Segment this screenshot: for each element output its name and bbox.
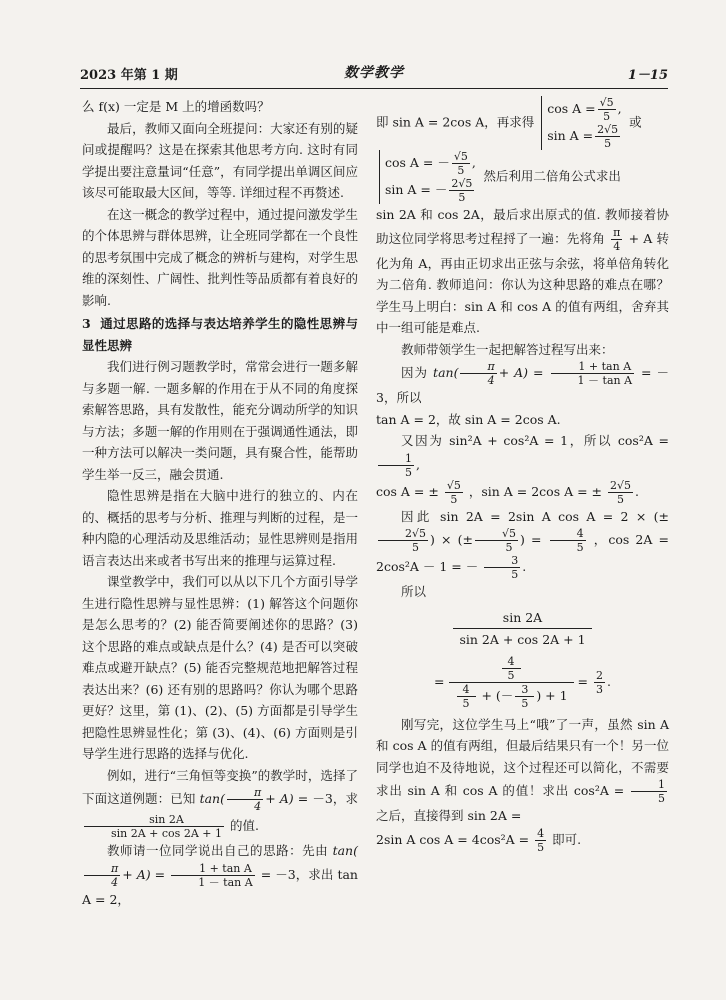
paragraph: 因为 tan( $\frac{\pi}{4}$ + A) = $\frac{\text{1 + tan A}}{\text{1 － tan A}}$ = －3，所以 xyxy=(376,360,669,405)
section-title: 通过思路的选择与表达培养学生的隐性思辨与显性思辨 xyxy=(82,316,358,353)
paragraph: 因此 sin 2A = 2sin A cos A = 2 × (± $\frac{2√5}{5}$ ) × (± $\frac{√5}{5}$ ) = $\frac{4}{5}$ ，cos 2A = 2cos²A － 1 = － $\frac{3}{5}$ . xyxy=(376,508,669,581)
header-rule xyxy=(80,88,668,89)
issue-label: 2023 年第 1 期 xyxy=(80,68,178,83)
right-column xyxy=(376,96,669,854)
example-paragraph: 例如，进行“三角恒等变换”的教学时，选择了下面这道例题：已知 tan( $\frac{\pi}{4}$ + A) = －3，求 $\frac{\sin 2A}{\sin 2A + \cos 2A + 1}$ 的值. xyxy=(82,767,358,840)
display-equation-2: = $\frac{4}{5}$ $\frac{4}{5}$ + (－ $\frac{3}{5}$ ) + 1 = $\frac{2}{3}$ . xyxy=(434,654,611,710)
paragraph: 教师请一位同学说出自己的思路：先由 tan( $\frac{\pi}{4}$ + A) = $\frac{\text{1 + tan A}}{\text{1 － tan A}}$ = －3，求出 tan A = 2， xyxy=(82,843,358,907)
paragraph: 2sin A cos A = 4cos²A = $\frac{4}{5}$ 即可. xyxy=(376,826,582,854)
paragraph: sin 2A 和 cos 2A，最后求出原式的值. 教师接着协助这位同学将思考过程捋了一遍：先将角 $\frac{\pi}{4}$ + A 转化为角 A，再由正切求出正弦与余弦，将单倍角转化为二倍角. 教师追问：你认为这种思路的难点在哪？学生马上明白：sin A 和 cos A 的值有两组，舍弃其中一组可能是难点. xyxy=(376,207,669,335)
paragraph: cos A = － $\frac{√5}{5}$ , sin A = － $\frac{2√5}{5}$ 然后利用二倍角公式求出 xyxy=(376,150,669,204)
paragraph: 课堂教学中，我们可以从以下几个方面引导学生进行隐性思辨与显性思辨：(1) 解答这个问题你是怎么思考的？(2) 能否简要阐述你的思路？(3) 这个思路的难点或缺点是什么？(4) 是否可以突破难点或避开缺点？(5) 能否完整规范地把解答过程表达出来？(6) 还有别的思路吗？你认为哪个思路更好？这里，第 (1)、(2)、(5) 方面都是引导学生把隐性思辨显性化；第 (3)、(4)、(6) 方面则是引导学生进行思路的选择与优化. xyxy=(82,574,358,761)
paragraph: cos A = ± $\frac{√5}{5}$ ，sin A = 2cos A = ± $\frac{2√5}{5}$ . xyxy=(376,478,639,506)
journal-title: 数学教学 xyxy=(344,65,404,81)
paragraph: 所以 xyxy=(401,584,427,599)
section-number: 3 xyxy=(82,316,91,331)
paragraph: 我们进行例习题教学时，常常会进行一题多解与多题一解. 一题多解的作用在于从不同的角度探索解答思路，具有发散性，能充分调动所学的知识与方法；多题一解的作用则在于强调通性通法，即一种方法可以解决一类问题，具有聚合性，能帮助学生举一反三，融会贯通. xyxy=(82,359,358,482)
display-equation-1: $\frac{\sin 2A}{\sin 2A + \cos 2A + 1}$ xyxy=(376,607,669,651)
paragraph: 刚写完，这位学生马上“哦”了一声，虽然 sin A 和 cos A 的值有两组，但最后结果只有一个！另一位同学也迫不及待地说，这个过程还可以简化，不需要求出 sin A 和 cos A 的值！求出 cos²A = $\frac{1}{5}$ 之后，直接得到 sin 2A = xyxy=(376,716,669,823)
section-heading xyxy=(82,313,358,356)
paragraph: 教师带领学生一起把解答过程写出来： xyxy=(401,341,614,357)
tan-expression: tan( $\frac{\pi}{4}$ + A) xyxy=(199,786,294,813)
tan-fraction: $\frac{\text{1 + tan A}}{\text{1 － tan A}}$ xyxy=(171,862,255,889)
paragraph: 最后，教师又面向全班提问：大家还有别的疑问或提醒吗？这是在探索其他思考方向. 这时有同学提出要注意量词“任意”，有同学提出单调区间应该尽可能取最大区间，等等. 详细过程不再赘述. xyxy=(82,120,358,200)
running-header xyxy=(80,60,668,86)
paragraph: 即 sin A = 2cos A，再求得 cos A = $\frac{√5}{5}$ , sin A = $\frac{2√5}{5}$ 或 xyxy=(376,96,642,150)
paragraph: 又因为 sin²A + cos²A = 1，所以 cos²A = $\frac{1}{5}$ , xyxy=(376,430,669,479)
paragraph: tan A = 2，故 sin A = 2cos A. xyxy=(376,411,561,427)
system-negative: cos A = － $\frac{√5}{5}$ , sin A = － $\frac{2√5}{5}$ xyxy=(379,150,476,204)
paragraph: 隐性思辨是指在大脑中进行的独立的、内在的、概括的思考与分析、推理与判断的过程，是一种内隐的心理活动及思维活动；显性思辨则是指用语言表达出来或者书写出来的推理与运算过程. xyxy=(82,488,358,568)
paragraph: 么 f(x) 一定是 M 上的增函数吗？ xyxy=(82,99,270,114)
target-fraction: $\frac{\sin 2A}{\sin 2A + \cos 2A + 1}$ xyxy=(84,813,224,840)
system-positive: cos A = $\frac{√5}{5}$ , sin A = $\frac{2√5}{5}$ xyxy=(541,96,622,150)
paragraph: 在这一概念的教学过程中，通过提问激发学生的个体思辨与群体思辨，让全班同学都在一个良性的思考氛围中完成了概念的辨析与建构，对学生思维的深刻性、广阔性、批判性等品质都有着良好的影响. xyxy=(82,206,358,308)
left-column xyxy=(82,96,358,910)
page-number: 1－15 xyxy=(627,68,668,83)
